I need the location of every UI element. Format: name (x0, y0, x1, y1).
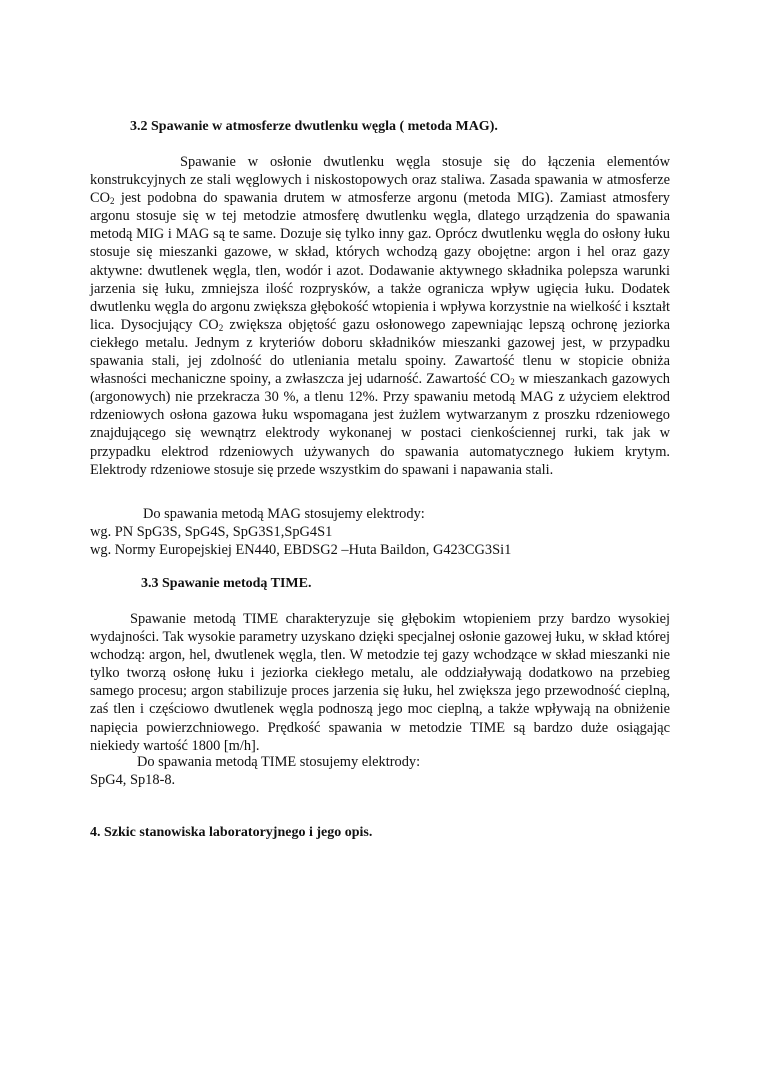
time-electrodes-intro: Do spawania metodą TIME stosujemy elektrody: (137, 754, 421, 770)
time-electrodes-list: SpG4, Sp18-8. (90, 772, 176, 788)
section-3-3-heading: 3.3 Spawanie metodą TIME. (141, 576, 312, 591)
section-3-3-paragraph (90, 610, 670, 755)
section-4-heading: 4. Szkic stanowiska laboratoryjnego i jego opis. (90, 825, 373, 840)
paragraph-text: Spawanie metodą TIME charakteryzuje się głębokim wtopieniem przy bardzo wysokiej wydajności. Tak wysokie parametry uzyskano dzięki specjalnej osłonie gazowej łuku, w skład której wchodzą: argon, hel, dwutlenek węgla, tlen. W metodzie tej gazy wchodzące w skład mieszanki nie tylko tworzą osłonę łuku i jeziorka ciekłego metalu, ale oddziaływają dodatkowo na przebieg samego procesu; argon stabilizuje proces jarzenia się łuku, hel zwiększa jego przewodność cieplną, zaś tlen i częściowo dwutlenek węgla podnoszą jego moc cieplną, a także wpływają na obniżenie napięcia powierzchniowego. Prędkość spawania w metodzie TIME są bardzo duże osiągając niekiedy wartość 1800 [m/h]. (90, 611, 670, 754)
mag-electrodes-pn: wg. PN SpG3S, SpG4S, SpG3S1,SpG4S1 (90, 524, 333, 540)
subscript-2: 2 (110, 196, 115, 207)
mag-electrodes-en: wg. Normy Europejskiej EN440, EBDSG2 –Huta Baildon, G423CG3Si1 (90, 542, 512, 558)
paragraph-text-4: w mieszankach gazowych (argonowych) nie przekracza 30 %, a tlenu 12%. Przy spawaniu metodą MAG z użyciem elektrod rdzeniowych osłona gazowa łuku wspomagana jest żużlem wytwarzanym z proszku rdzeniowego znajdującego się wewnątrz elektrody wykonanej w postaci cienkościennej rurki, tak jak w przypadku elektrod rdzeniowych używanych do spawania automatycznego łukiem krytym. Elektrody rdzeniowe stosuje się przede wszystkim do spawani i napawania stali. (90, 371, 671, 478)
subscript-2: 2 (218, 322, 224, 333)
paragraph-text-1: Spawanie w osłonie dwutlenku węgla stosuje się do łączenia elementów konstrukcyjnych ze stali węglowych i niskostopowych oraz staliwa. Zasada spawania w atmosferze CO (90, 154, 670, 207)
section-3-2-heading: 3.2 Spawanie w atmosferze dwutlenku węgla ( metoda MAG). (130, 119, 498, 134)
subscript-2: 2 (510, 377, 515, 388)
paragraph-text-2: jest podobna do spawania drutem w atmosferze argonu (metoda MIG). Zamiast atmosfery argonu stosuje się w tej metodzie atmosferę dwutlenku węgla, dlatego urządzenia do spawania metodą MIG i MAG są te same. Dozuje się tylko inny gaz. Oprócz dwutlenku węgla do osłony łuku stosuje się mieszanki gazowe, w skład, których wchodzą gazy obojętne: argon i hel oraz gazy aktywne: dwutlenek węgla, tlen, wodór i azot. Dodawanie aktywnego składnika polepsza warunki jarzenia się łuku, zmniejsza ilość rozprysków, a także ogranicza wpływ ugięcia łuku. Dodatek dwutlenku węgla do argonu zwiększa głębokość wtopienia i wpływa korzystnie na wielkość i kształt lica. Dysocjujący CO (90, 190, 670, 333)
mag-electrodes-intro: Do spawania metodą MAG stosujemy elektrody: (143, 506, 425, 522)
paragraph-text-3: zwiększa objętość gazu osłonowego zapewniając lepszą ochronę jeziorka ciekłego metalu. Jednym z kryteriów doboru składników mieszanki gazowej jest, w przypadku spawania stali, jej zdolność do utleniania metalu spoiny. Zawartość tlenu w stopicie obniża własności mechaniczne spoiny, a zwłaszcza jej udarność. Zawartość CO (90, 316, 670, 388)
section-3-2-paragraph (90, 153, 670, 479)
